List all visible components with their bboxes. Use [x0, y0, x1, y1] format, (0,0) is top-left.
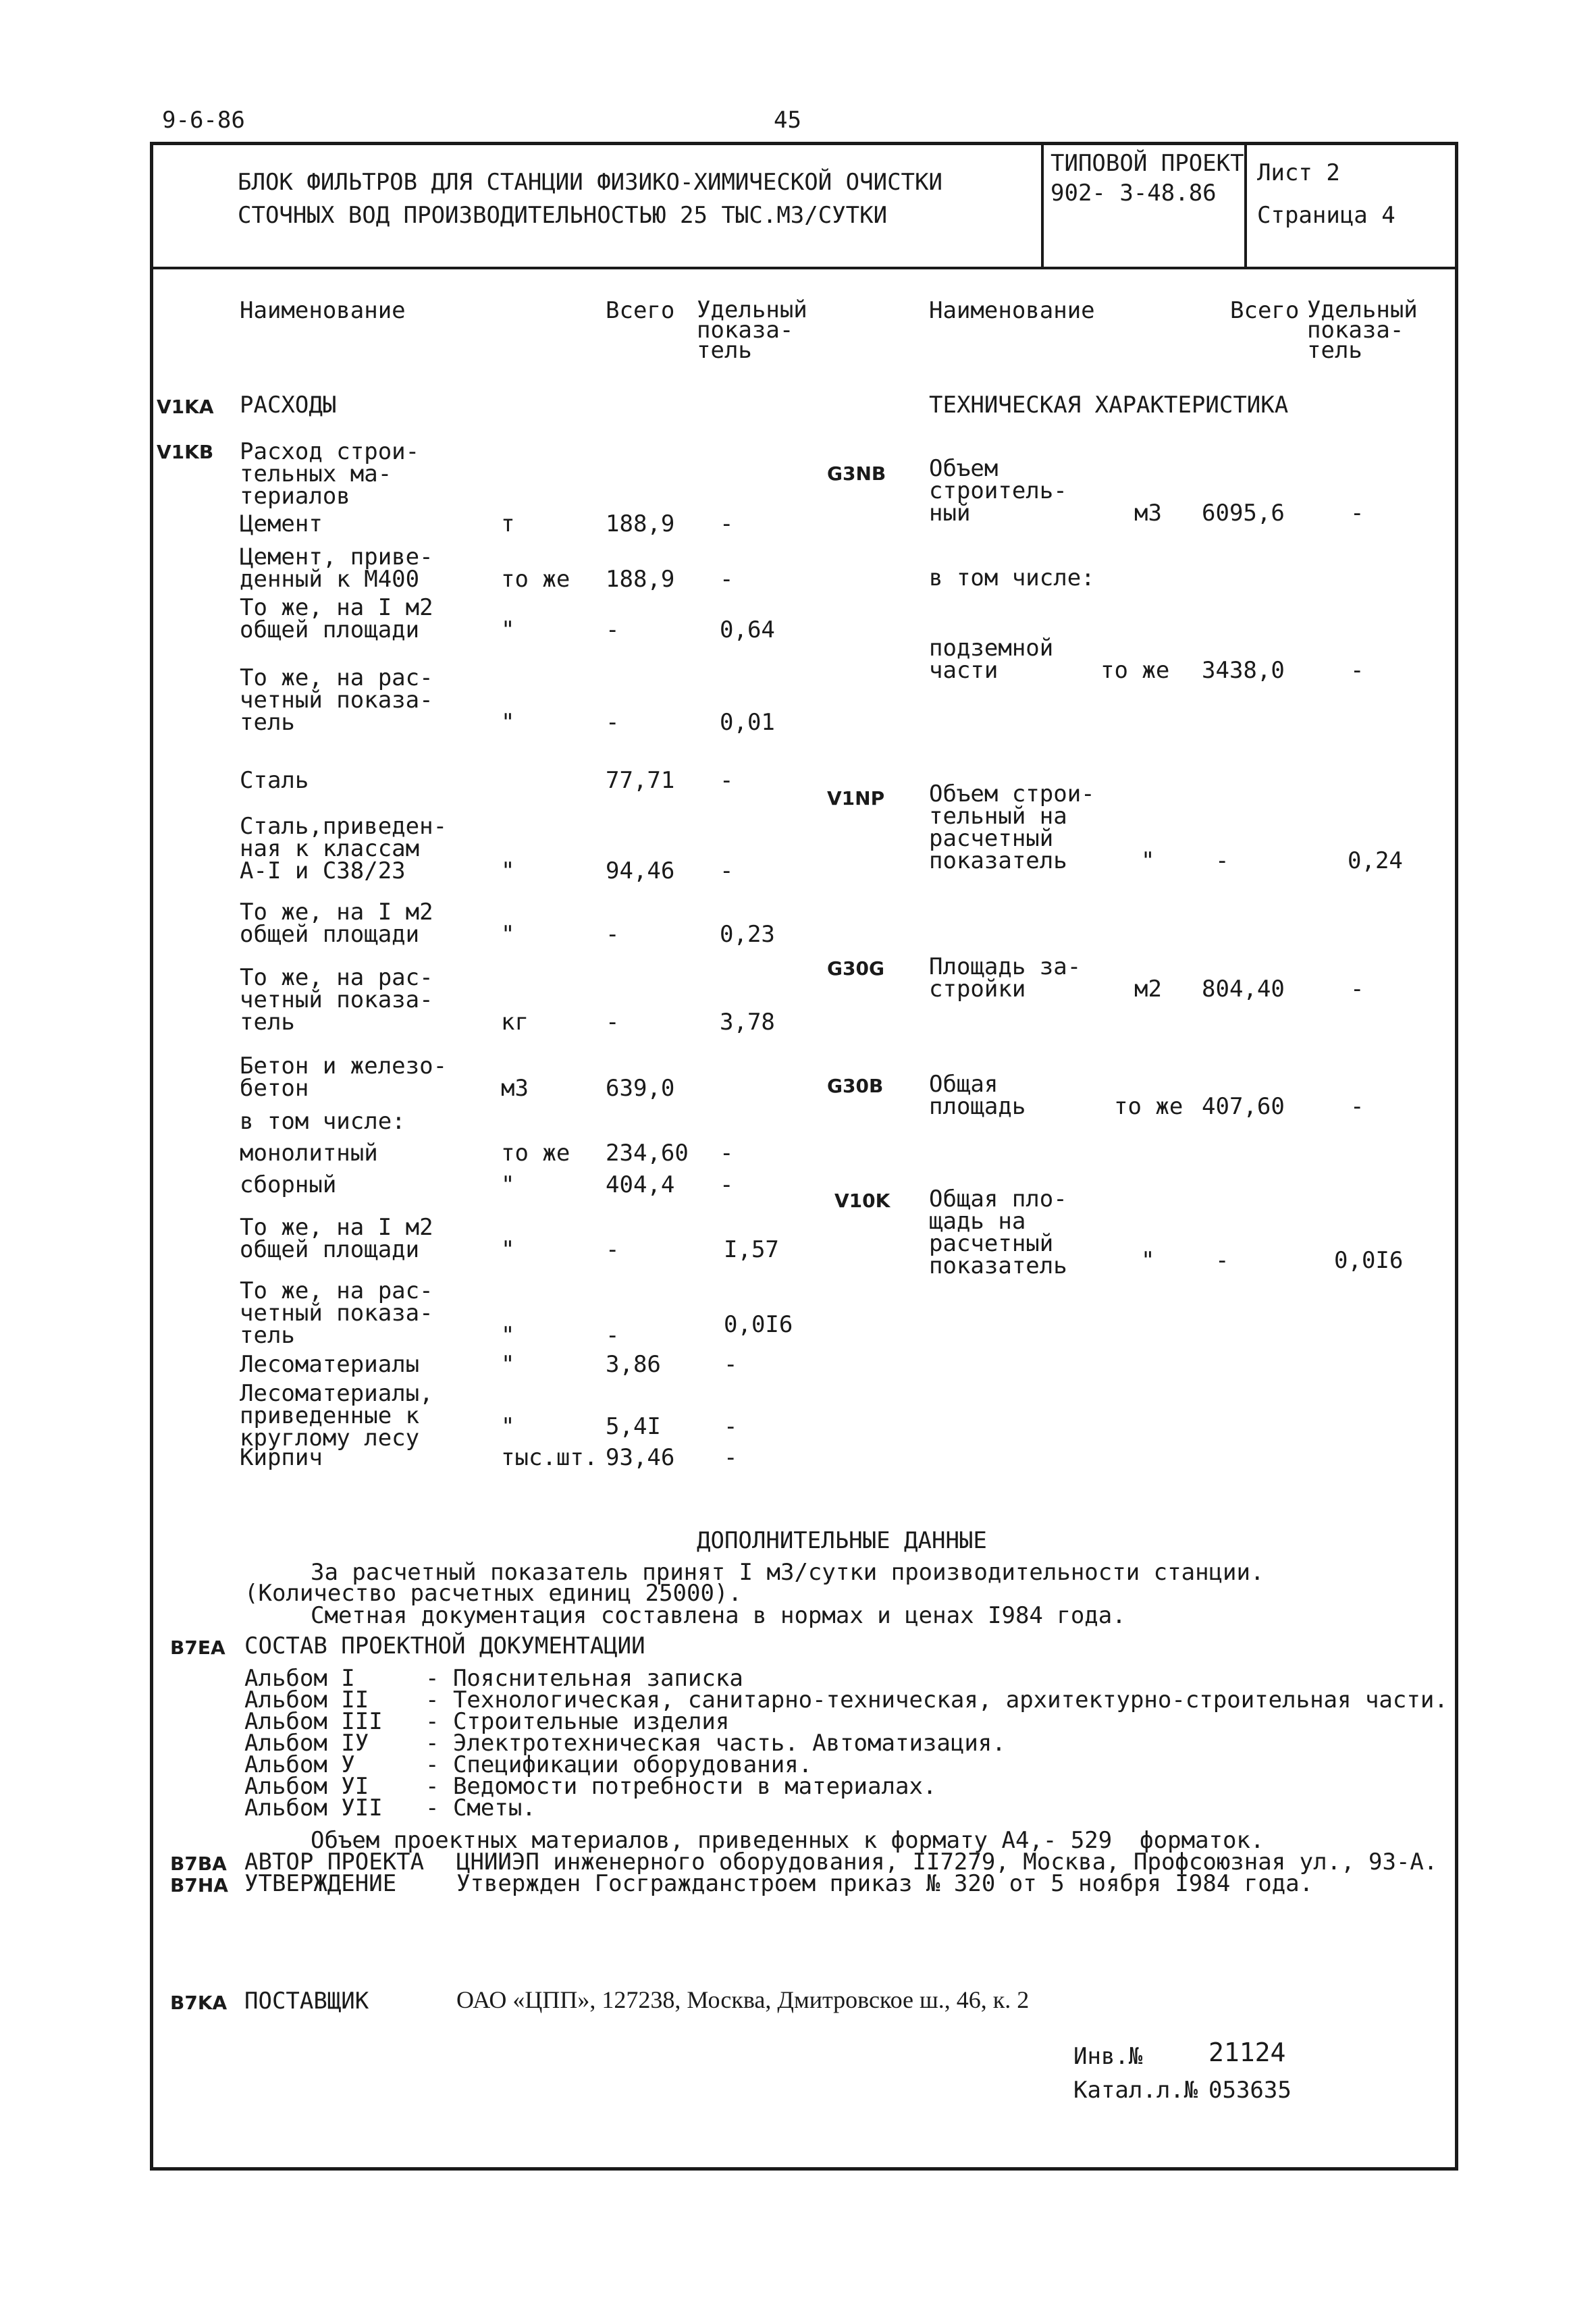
row-total: -: [606, 921, 620, 948]
row-total: 3,86: [606, 1351, 661, 1378]
row-unit: м3: [1134, 500, 1162, 527]
additional-line3: Сметная документация составлена в нормах и ценах I984 года.: [311, 1602, 1126, 1629]
album-desc: - Технологическая, санитарно-техническая, архитектурно-строительная части.: [425, 1686, 1448, 1713]
frame-top: [150, 142, 1458, 145]
row-name: То же, на I м2 общей площади: [240, 1214, 433, 1263]
supplier-code: B7KA: [170, 1992, 228, 2014]
row-name: Лесоматериалы: [240, 1351, 420, 1378]
catalog-number: 053635: [1208, 2077, 1292, 2104]
approval-label: УТВЕРЖДЕНИЕ: [244, 1870, 397, 1897]
section-title-expenses: РАСХОДЫ: [240, 392, 337, 419]
row-total: 93,46: [606, 1444, 675, 1471]
row-unit: кг: [501, 1009, 529, 1036]
row-name: Сталь: [240, 767, 309, 794]
album-label: Альбом УII: [244, 1794, 383, 1822]
row-name: Кирпич: [240, 1444, 323, 1471]
supplier-value: ОАО «ЦПП», 127238, Москва, Дмитровское ш., 46, к. 2: [456, 1986, 1030, 2013]
row-unit: то же: [1114, 1093, 1183, 1120]
row-total: 3438,0: [1202, 657, 1285, 684]
row-unit: ": [501, 1351, 515, 1378]
row-total: 6095,6: [1202, 500, 1285, 527]
row-code: G30B: [827, 1075, 884, 1097]
row-name: То же, на рас- четный показа- тель: [240, 964, 433, 1036]
row-specific: -: [720, 566, 734, 593]
row-code: V1NP: [827, 787, 885, 809]
row-total: -: [1215, 847, 1229, 874]
row-name: в том числе:: [929, 564, 1095, 591]
row-code: G30G: [827, 957, 884, 980]
composition-code: B7EA: [170, 1637, 225, 1659]
row-name: Общая пло- щадь на расчетный показатель: [929, 1186, 1067, 1279]
row-total: 94,46: [606, 857, 675, 884]
row-total: 407,60: [1202, 1093, 1285, 1120]
project-number: 902- 3-48.86: [1050, 180, 1217, 207]
supplier-label: ПОСТАВЩИК: [244, 1988, 369, 2015]
row-name: Сталь,приведен- ная к классам А-I и С38/23: [240, 813, 448, 884]
row-total: 234,60: [606, 1140, 689, 1167]
row-specific: -: [720, 510, 734, 537]
frame-bottom: [150, 2167, 1458, 2171]
row-specific: 0,23: [720, 921, 775, 948]
catalog-label: Катал.л.№: [1073, 2077, 1198, 2104]
album-desc: - Сметы.: [425, 1794, 536, 1822]
row-unit: то же: [1100, 657, 1170, 684]
row-specific: 0,0I6: [1334, 1247, 1404, 1274]
row-specific: -: [1350, 657, 1364, 684]
row-code: G3NB: [827, 462, 886, 485]
row-name: Общая площадь: [929, 1071, 1026, 1120]
row-specific: -: [1350, 976, 1364, 1003]
album-label: Альбом II: [244, 1686, 369, 1713]
row-total: -: [606, 1236, 620, 1263]
row-specific: 0,24: [1348, 847, 1403, 874]
row-specific: -: [720, 857, 734, 884]
row-specific: -: [1350, 500, 1364, 527]
album-label: Альбом III: [244, 1708, 383, 1735]
page-label: Страница 4: [1257, 202, 1395, 229]
row-total: 77,71: [606, 767, 675, 794]
document-code: 9-6-86: [162, 107, 245, 134]
row-code: V1KB: [157, 441, 214, 463]
row-name: Расход строи- тельных ма- териалов: [240, 438, 420, 510]
document-title-line2: СТОЧНЫХ ВОД ПРОИЗВОДИТЕЛЬНОСТЬЮ 25 ТЫС.М3/СУТКИ: [238, 202, 888, 229]
project-label: ТИПОВОЙ ПРОЕКТ: [1050, 150, 1244, 177]
row-unit: м3: [501, 1075, 529, 1102]
inventory-label: Инв.№: [1073, 2043, 1143, 2070]
header-vline-1: [1041, 142, 1044, 268]
row-name: Объем строи- тельный на расчетный показатель: [929, 780, 1095, 874]
row-name: Цемент: [240, 510, 323, 537]
row-specific: 3,78: [720, 1009, 775, 1036]
album-desc: - Электротехническая часть. Автоматизация.: [425, 1730, 1006, 1757]
row-unit: тыс.шт.: [501, 1444, 598, 1471]
row-specific: I,57: [724, 1236, 779, 1263]
row-specific: -: [720, 767, 734, 794]
row-total: 404,4: [606, 1171, 675, 1198]
row-name: Объем строитель- ный: [929, 455, 1067, 527]
section-code: V1KA: [157, 396, 214, 418]
author-value: ЦНИИЭП инженерного оборудования, II7279, Москва, Профсоюзная ул., 93-А.: [456, 1849, 1438, 1876]
row-specific: -: [720, 1171, 734, 1198]
album-label: Альбом УI: [244, 1773, 369, 1800]
album-label: Альбом IУ: [244, 1730, 369, 1757]
row-name: То же, на I м2 общей площади: [240, 594, 433, 643]
row-specific: -: [724, 1444, 738, 1471]
row-unit: ": [501, 709, 515, 736]
row-name: То же, на I м2 общей площади: [240, 899, 433, 948]
row-specific: 0,01: [720, 709, 775, 736]
row-unit: то же: [501, 1140, 570, 1167]
column-name-left: Наименование: [240, 297, 406, 324]
row-total: 804,40: [1202, 976, 1285, 1003]
row-name: монолитный: [240, 1140, 378, 1167]
row-name: Лесоматериалы, приведенные к круглому лесу: [240, 1380, 433, 1452]
column-specific-left: Удельный показа- тель: [697, 296, 807, 364]
row-unit: ": [1141, 1247, 1155, 1274]
row-total: -: [606, 616, 620, 643]
row-specific: -: [724, 1413, 738, 1440]
row-name: То же, на рас- четный показа- тель: [240, 664, 433, 736]
album-label: Альбом I: [244, 1665, 355, 1692]
approval-value: Утвержден Госгражданстроем приказ № 320 от 5 ноября I984 года.: [456, 1870, 1314, 1897]
row-name: в том числе:: [240, 1108, 406, 1135]
section-title-technical: ТЕХНИЧЕСКАЯ ХАРАКТЕРИСТИКА: [929, 392, 1289, 419]
row-total: 188,9: [606, 566, 675, 593]
row-specific: -: [1350, 1093, 1364, 1120]
row-total: -: [606, 1322, 620, 1349]
column-total-left: Всего: [606, 297, 675, 324]
column-name-right: Наименование: [929, 297, 1095, 324]
album-desc: - Спецификации оборудования.: [425, 1751, 813, 1778]
inventory-number: 21124: [1208, 2038, 1286, 2067]
frame-left: [150, 142, 153, 2171]
album-desc: - Строительные изделия: [425, 1708, 730, 1735]
page-number: 45: [774, 107, 801, 134]
row-specific: -: [724, 1351, 738, 1378]
row-specific: 0,0I6: [724, 1311, 793, 1338]
additional-title: ДОПОЛНИТЕЛЬНЫЕ ДАННЫЕ: [697, 1527, 987, 1554]
document-title-line1: БЛОК ФИЛЬТРОВ ДЛЯ СТАНЦИИ ФИЗИКО-ХИМИЧЕСКОЙ ОЧИСТКИ: [238, 169, 942, 196]
album-label: Альбом У: [244, 1751, 355, 1778]
row-total: -: [1215, 1247, 1229, 1274]
row-name: Бетон и железо- бетон: [240, 1053, 448, 1102]
row-total: -: [606, 709, 620, 736]
additional-line1: За расчетный показатель принят I м3/сутки производительности станции.: [311, 1559, 1265, 1586]
author-label: АВТОР ПРОЕКТА: [244, 1849, 425, 1876]
row-unit: ": [501, 1236, 515, 1263]
row-unit: ": [501, 857, 515, 884]
row-name: подземной части: [929, 635, 1054, 684]
row-unit: м2: [1134, 976, 1162, 1003]
row-total: 639,0: [606, 1075, 675, 1102]
approval-code: B7HA: [170, 1874, 228, 1896]
row-unit: ": [501, 616, 515, 643]
additional-line2: (Количество расчетных единиц 25000).: [244, 1580, 742, 1607]
sheet-number: Лист 2: [1257, 159, 1340, 186]
row-unit: ": [501, 1171, 515, 1198]
row-specific: -: [720, 1140, 734, 1167]
row-code: V10K: [834, 1190, 890, 1212]
author-code: B7BA: [170, 1853, 227, 1875]
row-specific: 0,64: [720, 616, 775, 643]
album-desc: - Ведомости потребности в материалах.: [425, 1773, 937, 1800]
row-name: сборный: [240, 1171, 337, 1198]
column-specific-right: Удельный показа- тель: [1307, 296, 1418, 364]
row-total: 5,4I: [606, 1413, 661, 1440]
album-desc: - Пояснительная записка: [425, 1665, 743, 1692]
row-name: Площадь за- стройки: [929, 953, 1082, 1003]
row-unit: ": [501, 1322, 515, 1349]
composition-title: СОСТАВ ПРОЕКТНОЙ ДОКУМЕНТАЦИИ: [244, 1632, 645, 1659]
row-name: Цемент, приве- денный к М400: [240, 543, 433, 593]
header-divider: [150, 267, 1458, 269]
column-total-right: Всего: [1230, 297, 1300, 324]
row-unit: ": [501, 1413, 515, 1440]
row-unit: то же: [501, 566, 570, 593]
row-total: -: [606, 1009, 620, 1036]
header-vline-2: [1244, 142, 1247, 268]
row-name: То же, на рас- четный показа- тель: [240, 1277, 433, 1349]
row-unit: ": [1141, 847, 1155, 874]
row-total: 188,9: [606, 510, 675, 537]
materials-volume: Объем проектных материалов, приведенных к формату А4,- 529 форматок.: [311, 1827, 1265, 1854]
row-unit: т: [501, 510, 515, 537]
frame-right: [1455, 142, 1458, 2171]
row-unit: ": [501, 921, 515, 948]
